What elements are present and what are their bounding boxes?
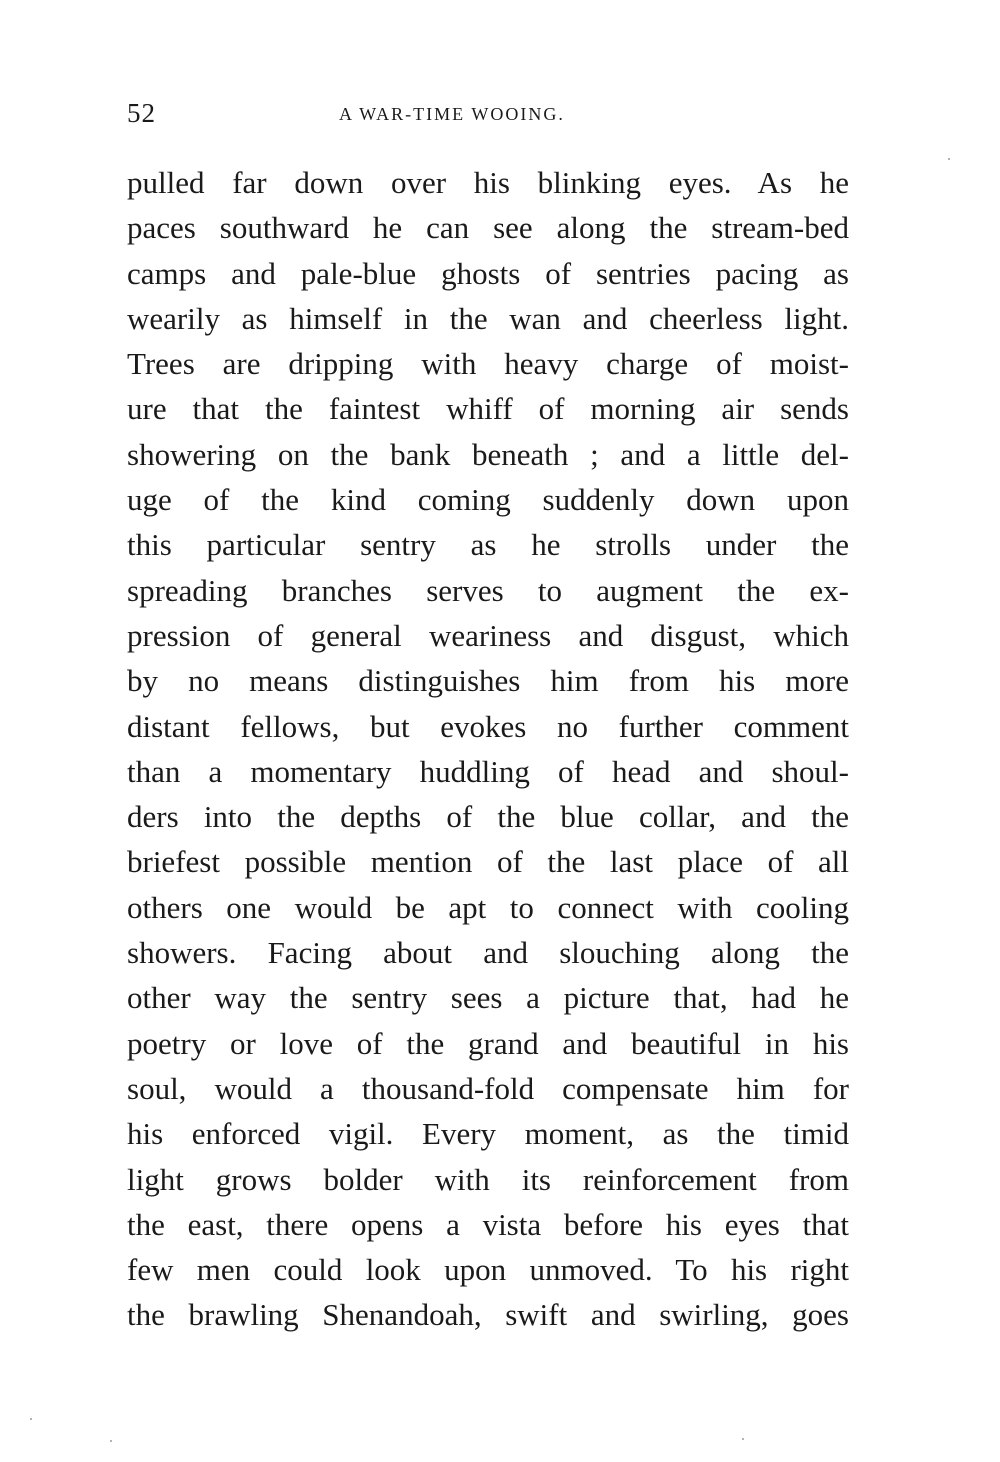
text-line: than a momentary huddling of head and shoul- bbox=[127, 753, 849, 789]
text-line: by no means distinguishes him from his more bbox=[127, 663, 849, 699]
running-header bbox=[127, 98, 849, 138]
body-text bbox=[127, 160, 849, 1338]
text-line: the brawling Shenandoah, swift and swirling, goes bbox=[127, 1297, 849, 1333]
text-line: showers. Facing about and slouching along the bbox=[127, 935, 849, 971]
text-line: light grows bolder with its reinforcement from bbox=[127, 1161, 849, 1197]
running-title: A WAR-TIME WOOING. bbox=[339, 104, 565, 124]
text-line: soul, would a thousand-fold compensate him for bbox=[127, 1070, 849, 1106]
text-line: poetry or love of the grand and beautiful in his bbox=[127, 1025, 849, 1061]
paper-speck bbox=[948, 158, 950, 160]
text-line: pression of general weariness and disgust, which bbox=[127, 617, 849, 653]
text-line: wearily as himself in the wan and cheerless light. bbox=[127, 300, 849, 336]
text-line: uge of the kind coming suddenly down upon bbox=[127, 482, 849, 518]
page-number: 52 bbox=[127, 98, 156, 128]
text-line: his enforced vigil. Every moment, as the timid bbox=[127, 1116, 849, 1152]
text-line: Trees are dripping with heavy charge of moist- bbox=[127, 346, 849, 382]
text-line: ders into the depths of the blue collar, and the bbox=[127, 799, 849, 835]
text-line: paces southward he can see along the stream-bed bbox=[127, 210, 849, 246]
paper-speck bbox=[30, 1418, 32, 1420]
text-line: few men could look upon unmoved. To his right bbox=[127, 1252, 849, 1288]
text-line: distant fellows, but evokes no further comment bbox=[127, 708, 849, 744]
paper-speck bbox=[110, 1440, 112, 1442]
paper-speck bbox=[742, 1438, 744, 1440]
text-line: showering on the bank beneath ; and a little del- bbox=[127, 436, 849, 472]
text-line: pulled far down over his blinking eyes. As he bbox=[127, 165, 849, 200]
text-line: ure that the faintest whiff of morning air sends bbox=[127, 391, 849, 427]
text-line: this particular sentry as he strolls under the bbox=[127, 527, 849, 563]
text-line: spreading branches serves to augment the ex- bbox=[127, 572, 849, 608]
text-line: briefest possible mention of the last place of all bbox=[127, 844, 849, 880]
text-line: the east, there opens a vista before his eyes that bbox=[127, 1206, 849, 1242]
text-line: others one would be apt to connect with cooling bbox=[127, 889, 849, 925]
text-line: other way the sentry sees a picture that, had he bbox=[127, 980, 849, 1016]
text-line: camps and pale-blue ghosts of sentries pacing as bbox=[127, 255, 849, 291]
